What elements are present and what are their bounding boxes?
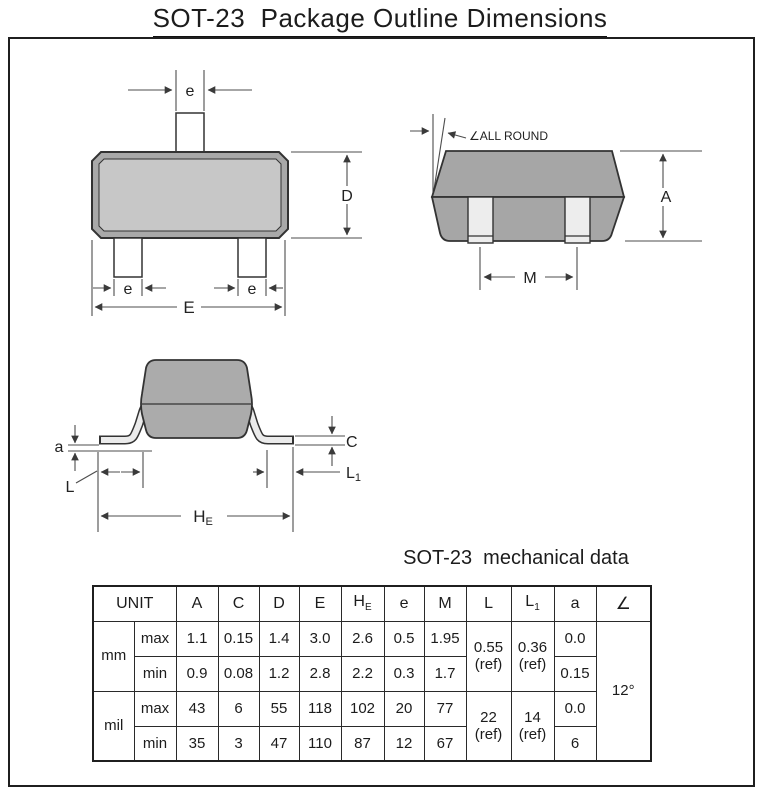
dim-label-standoff: a bbox=[54, 439, 64, 456]
header-d: D bbox=[259, 586, 299, 621]
dim-label-c: C bbox=[346, 434, 358, 451]
table-cell: 1.4 bbox=[259, 621, 299, 656]
side-body bbox=[141, 360, 252, 438]
table-cell: 67 bbox=[424, 726, 466, 761]
dim-label-l: L bbox=[65, 479, 75, 496]
table-cell-angle: 12° bbox=[596, 621, 651, 761]
header-angle: ∠ bbox=[596, 586, 651, 621]
perspective-view-diagram bbox=[410, 114, 702, 290]
dim-label-he: HE bbox=[193, 507, 213, 528]
table-cell: 0.15 bbox=[554, 656, 596, 691]
table-cell-l1-ref: 0.36 (ref) bbox=[511, 621, 554, 691]
mechanical-data-table bbox=[92, 585, 652, 762]
table-cell: 2.6 bbox=[341, 621, 384, 656]
dim-label-e-cap: E bbox=[183, 298, 195, 317]
table-caption: SOT-23 mechanical data bbox=[403, 547, 629, 569]
table-cell: 1.1 bbox=[176, 621, 218, 656]
table-cell: 118 bbox=[299, 691, 341, 726]
dim-label-a-height: A bbox=[660, 189, 672, 206]
row-label-mm: mm bbox=[93, 621, 134, 691]
table-cell: 77 bbox=[424, 691, 466, 726]
row-label-min: min bbox=[134, 726, 176, 761]
all-round-label: ∠ALL ROUND bbox=[469, 129, 548, 143]
table-cell: 1.7 bbox=[424, 656, 466, 691]
header-unit: UNIT bbox=[93, 586, 176, 621]
table-cell-l-ref: 22 (ref) bbox=[466, 691, 511, 761]
table-cell: 0.9 bbox=[176, 656, 218, 691]
package-front-face bbox=[432, 197, 624, 241]
table-cell-l1-ref: 14 (ref) bbox=[511, 691, 554, 761]
table-row-mil-max bbox=[93, 691, 651, 726]
dim-label-m: M bbox=[523, 270, 537, 287]
table-cell: 102 bbox=[341, 691, 384, 726]
table-cell: 1.2 bbox=[259, 656, 299, 691]
table-cell: 47 bbox=[259, 726, 299, 761]
table-cell: 2.2 bbox=[341, 656, 384, 691]
table-cell: 0.08 bbox=[218, 656, 259, 691]
table-cell: 35 bbox=[176, 726, 218, 761]
table-cell: 55 bbox=[259, 691, 299, 726]
table-cell-l-ref: 0.55 (ref) bbox=[466, 621, 511, 691]
header-l: L bbox=[466, 586, 511, 621]
table-cell: 0.15 bbox=[218, 621, 259, 656]
header-a: A bbox=[176, 586, 218, 621]
row-label-min: min bbox=[134, 656, 176, 691]
table-header-row bbox=[93, 586, 651, 621]
table-cell: 0.5 bbox=[384, 621, 424, 656]
dim-label-d: D bbox=[341, 188, 353, 205]
table-cell: 110 bbox=[299, 726, 341, 761]
page-title-text: SOT-23 Package Outline Dimensions bbox=[153, 3, 608, 38]
row-label-max: max bbox=[134, 621, 176, 656]
table-cell: 3.0 bbox=[299, 621, 341, 656]
table-cell: 6 bbox=[218, 691, 259, 726]
top-view-diagram bbox=[92, 70, 362, 317]
header-l1: $L_1$ bbox=[511, 586, 554, 621]
table-row-mm-min bbox=[93, 656, 651, 691]
header-a-small: a bbox=[554, 586, 596, 621]
header-e-small: e bbox=[384, 586, 424, 621]
table-row-mm-max bbox=[93, 621, 651, 656]
table-cell: 3 bbox=[218, 726, 259, 761]
table-cell: 12 bbox=[384, 726, 424, 761]
table-cell: 6 bbox=[554, 726, 596, 761]
dimension-l1 bbox=[253, 447, 340, 532]
header-e: E bbox=[299, 586, 341, 621]
table-cell: 0.0 bbox=[554, 691, 596, 726]
dimension-c bbox=[295, 416, 345, 466]
dim-label-e-top: e bbox=[185, 83, 195, 100]
table-cell: 43 bbox=[176, 691, 218, 726]
table-cell: 1.95 bbox=[424, 621, 466, 656]
table-cell: 87 bbox=[341, 726, 384, 761]
side-view-diagram bbox=[55, 360, 361, 532]
table-cell: 0.3 bbox=[384, 656, 424, 691]
header-m: M bbox=[424, 586, 466, 621]
table-row-mil-min bbox=[93, 726, 651, 761]
header-he: $H_E$ bbox=[341, 586, 384, 621]
table-cell: 20 bbox=[384, 691, 424, 726]
top-pin bbox=[176, 113, 204, 153]
row-label-mil: mil bbox=[93, 691, 134, 761]
table-cell: 2.8 bbox=[299, 656, 341, 691]
row-label-max: max bbox=[134, 691, 176, 726]
dim-label-e-right: e bbox=[247, 281, 257, 298]
dimension-l bbox=[76, 452, 143, 532]
package-top-face bbox=[432, 151, 624, 197]
dim-label-l1: L1 bbox=[346, 465, 362, 484]
table-cell: 0.0 bbox=[554, 621, 596, 656]
package-body-inner bbox=[99, 159, 281, 231]
dim-label-e-left: e bbox=[123, 281, 133, 298]
bottom-pin-right bbox=[238, 238, 266, 277]
header-c: C bbox=[218, 586, 259, 621]
bottom-pin-left bbox=[114, 238, 142, 277]
